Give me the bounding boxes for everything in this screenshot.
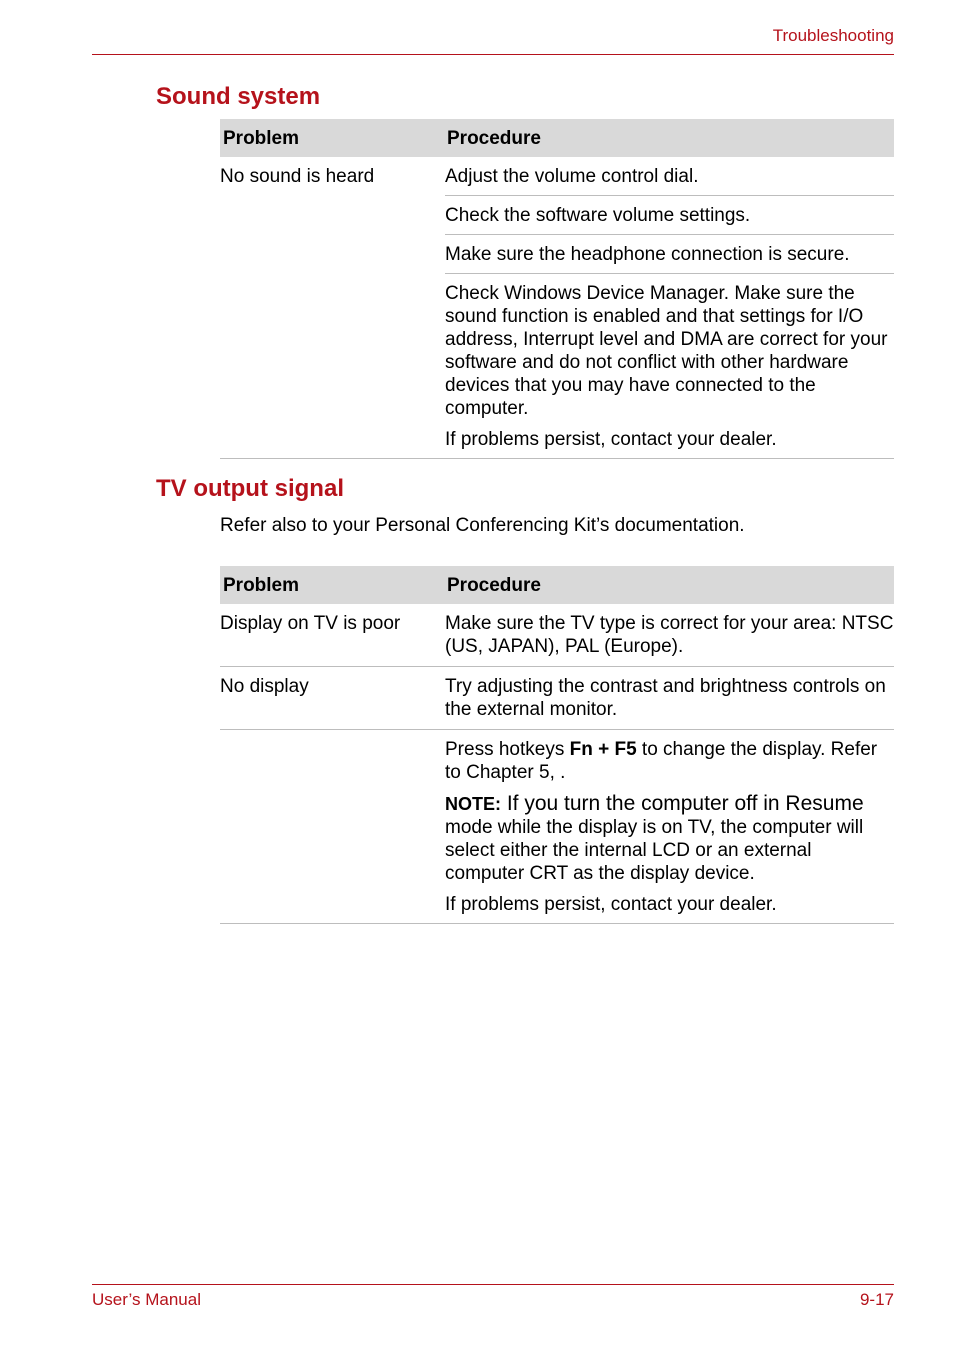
note-label: NOTE: xyxy=(445,794,501,814)
section-title-tv: TV output signal xyxy=(156,475,344,502)
note-lead: If you turn the computer off in Resume xyxy=(501,792,864,815)
intro-text: Refer also to your Personal Conferencing Kit’s documentation. xyxy=(220,515,745,536)
column-header-problem: Problem xyxy=(223,127,300,149)
procedure-text: If problems persist, contact your dealer. xyxy=(445,894,777,915)
note-text xyxy=(445,792,894,885)
table-row xyxy=(220,667,894,730)
procedure-text-part: to change the display. Refer to Chapter 5, . xyxy=(445,739,878,783)
sound-table xyxy=(220,119,894,459)
running-header: Troubleshooting xyxy=(772,26,894,45)
header-rule xyxy=(92,54,894,55)
procedure-step: Make sure the headphone connection is secure. xyxy=(445,235,894,274)
procedure-cell xyxy=(445,157,894,458)
procedure-step: Adjust the volume control dial. xyxy=(445,157,894,196)
table-row xyxy=(220,604,894,667)
column-header-procedure: Procedure xyxy=(447,127,541,149)
procedure-text: Check Windows Device Manager. Make sure the sound function is enabled and that settings for I/O address, Interrupt level and DMA are correct for your software and do not conflict with other hardware devices that you may have connected to the computer. xyxy=(445,283,888,419)
procedure-cell: Try adjusting the contrast and brightness controls on the external monitor. xyxy=(445,676,886,720)
footer-rule xyxy=(92,1284,894,1285)
table-header xyxy=(220,566,894,604)
tv-table xyxy=(220,566,894,924)
procedure-text: If problems persist, contact your dealer. xyxy=(445,429,777,450)
procedure-cell xyxy=(445,730,894,923)
section-title-sound: Sound system xyxy=(156,83,321,110)
procedure-step: Check the software volume settings. xyxy=(445,196,894,235)
hotkey-label: Fn + F5 xyxy=(569,739,637,760)
column-header-procedure: Procedure xyxy=(447,574,541,596)
problem-cell: No sound is heard xyxy=(220,166,375,187)
problem-cell: Display on TV is poor xyxy=(220,613,401,634)
note-body: mode while the display is on TV, the computer will select either the internal LCD or an external computer CRT as the display device. xyxy=(445,817,864,884)
table-header xyxy=(220,119,894,157)
procedure-cell: Make sure the TV type is correct for your area: NTSC (US, JAPAN), PAL (Europe). xyxy=(445,613,894,657)
procedure-step xyxy=(445,274,894,458)
table-row xyxy=(220,730,894,924)
page-number: 9-17 xyxy=(859,1290,894,1309)
procedure-text-part: Press hotkeys xyxy=(445,739,570,760)
table-row xyxy=(220,157,894,459)
footer-manual-title: User’s Manual xyxy=(92,1290,201,1309)
problem-cell: No display xyxy=(220,676,309,697)
procedure-text xyxy=(445,738,894,784)
column-header-problem: Problem xyxy=(223,574,300,596)
problem-cell xyxy=(220,730,445,923)
